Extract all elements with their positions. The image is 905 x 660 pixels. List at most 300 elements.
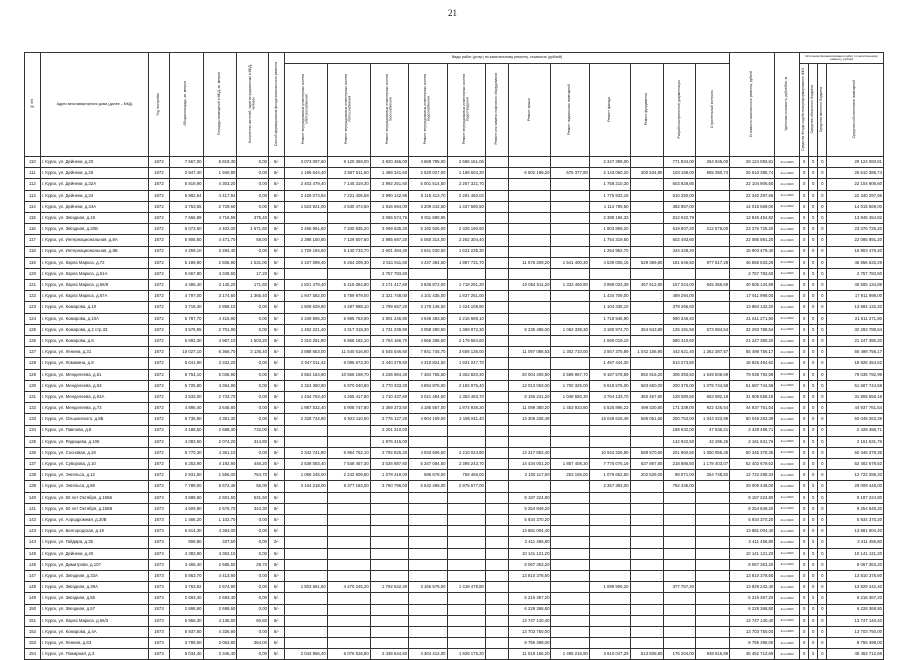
row-method: 5/- xyxy=(269,291,285,302)
row-source: 0 xyxy=(800,212,809,223)
row-work-cost: 364 843,80 xyxy=(630,324,664,335)
row-residents: 0,00 xyxy=(237,548,269,559)
row-source: 0 xyxy=(809,626,818,637)
row-source: 0 xyxy=(809,515,818,526)
row-work-cost: 4 669 785,00 xyxy=(409,157,447,168)
row-work-cost: 514 273,80 xyxy=(664,358,696,369)
row-address: г. Курск, ул. Менделеева, д.63 xyxy=(40,380,148,391)
row-work-cost: 7 548 457,30 xyxy=(327,459,370,470)
row-year: 1972 xyxy=(149,324,169,335)
row-total: 10 141 121,20 xyxy=(730,548,775,559)
row-work-cost xyxy=(589,570,630,581)
row-work-cost xyxy=(696,190,730,201)
header-residents: Количество жителей, зарегистрированных в МКД, человек xyxy=(237,53,269,157)
row-unit-cost: 4xx,2020r xyxy=(775,268,800,279)
row-work-cost: 1 434 709,00 xyxy=(589,291,630,302)
row-living-area: 2 674,90 xyxy=(203,582,237,593)
row-work-cost: 845 356,69 xyxy=(696,280,730,291)
row-work-cost xyxy=(630,201,664,212)
row-work-cost xyxy=(284,615,327,626)
row-living-area: 4 349,50 xyxy=(203,268,237,279)
row-living-area: 2 688,30 xyxy=(203,425,237,436)
row-source: 0 xyxy=(800,559,809,570)
row-total: 6 216 367,20 xyxy=(730,593,775,604)
row-work-cost xyxy=(664,559,696,570)
row-source: 0 xyxy=(800,391,809,402)
row-year: 1973 xyxy=(149,593,169,604)
table-row xyxy=(25,336,884,347)
row-total: 13 829 242,40 xyxy=(730,582,775,593)
row-work-cost xyxy=(485,224,508,235)
row-source: 0 xyxy=(800,224,809,235)
row-method: 5/- xyxy=(269,391,285,402)
row-work-cost xyxy=(551,593,589,604)
row-work-cost: 4 948 483,50 xyxy=(409,313,447,324)
header-work: Ремонт подвальных помещений xyxy=(551,64,589,157)
row-work-cost xyxy=(508,291,551,302)
row-area: 3 465,40 xyxy=(169,559,203,570)
table-row xyxy=(25,168,884,179)
row-work-cost xyxy=(508,201,551,212)
row-work-cost xyxy=(327,503,370,514)
row-work-cost xyxy=(327,626,370,637)
row-number: 111 xyxy=(25,168,41,179)
row-work-cost xyxy=(696,268,730,279)
row-owners-funds: 13 703 750,00 xyxy=(827,626,884,637)
row-source: 0 xyxy=(800,268,809,279)
row-unit-cost: 4xx,2020r xyxy=(775,336,800,347)
row-method: 5/- xyxy=(269,638,285,649)
row-work-cost: 590 345,40 xyxy=(664,313,696,324)
table-row xyxy=(25,459,884,470)
row-method: 5/- xyxy=(269,649,285,660)
table-row xyxy=(25,425,884,436)
row-work-cost: 1 068 245,00 xyxy=(284,470,327,481)
row-source: 0 xyxy=(809,324,818,335)
table-row xyxy=(25,447,884,458)
header-source: Средства местного бюджета xyxy=(818,64,827,157)
row-source: 0 xyxy=(809,604,818,615)
row-year: 1972 xyxy=(149,257,169,268)
row-source: 0 xyxy=(809,537,818,548)
row-address: г. Курск, ул. Ленина, д.63 xyxy=(40,638,148,649)
row-owners-funds: 32 293 788,54 xyxy=(827,324,884,335)
row-work-cost xyxy=(485,503,508,514)
row-year: 1972 xyxy=(149,179,169,190)
row-work-cost: 2 770 333,20 xyxy=(370,380,408,391)
row-work-cost xyxy=(630,246,664,257)
row-work-cost: 4 904 109,00 xyxy=(409,414,447,425)
row-living-area: 4 303,20 xyxy=(203,179,237,190)
row-area: 4 259,10 xyxy=(169,246,203,257)
row-work-cost xyxy=(696,291,730,302)
row-method: 5/- xyxy=(269,414,285,425)
row-work-cost: 3 352 820,30 xyxy=(447,369,485,380)
row-area: 7 666,89 xyxy=(169,212,203,223)
row-owners-funds: 8 755 398,00 xyxy=(827,638,884,649)
table-row xyxy=(25,492,884,503)
row-work-cost: 1 731 239,90 xyxy=(370,324,408,335)
row-unit-cost: 4xx,2020r xyxy=(775,615,800,626)
row-source: 0 xyxy=(818,313,827,324)
row-address: г. Курск, ул. Дейнеки, д.20 xyxy=(40,157,148,168)
row-area: 5 041,90 xyxy=(169,358,203,369)
table-row xyxy=(25,638,884,649)
row-work-cost: 499 330,80 xyxy=(630,403,664,414)
row-work-cost xyxy=(630,548,664,559)
row-unit-cost: 4xx,2020r xyxy=(775,582,800,593)
row-living-area: 4 336,90 xyxy=(203,626,237,637)
row-source: 0 xyxy=(818,212,827,223)
row-unit-cost: 4xx,2020r xyxy=(775,537,800,548)
row-number: 135 xyxy=(25,436,41,447)
row-owners-funds: 21 247 380,20 xyxy=(827,336,884,347)
row-year: 1973 xyxy=(149,570,169,581)
row-unit-cost: 4xx,2020r xyxy=(775,347,800,358)
row-living-area: 1 940,90 xyxy=(203,168,237,179)
table-row xyxy=(25,559,884,570)
row-source: 0 xyxy=(800,324,809,335)
row-unit-cost: 4xx,2020r xyxy=(775,302,800,313)
row-work-cost: 3 209 242,50 xyxy=(409,201,447,212)
row-residents: 0,00 xyxy=(237,168,269,179)
row-address: г. Курск, ул. Ольшанского, д.8Б xyxy=(40,414,148,425)
row-work-cost xyxy=(485,459,508,470)
row-work-cost xyxy=(630,190,664,201)
row-owners-funds: 2 757 783,60 xyxy=(827,268,884,279)
row-work-cost: 4 304 412,00 xyxy=(409,649,447,660)
row-address: г. Курск, ул. Звездная, д.20Б xyxy=(40,224,148,235)
row-address: г. Курск, ул. Карла Маркса, д.67А xyxy=(40,291,148,302)
row-residents: 314,80 xyxy=(237,436,269,447)
row-work-cost: 88 071,00 xyxy=(664,470,696,481)
row-year: 1972 xyxy=(149,403,169,414)
row-work-cost: 3 557 511,60 xyxy=(327,168,370,179)
table-row xyxy=(25,570,884,581)
row-residents: 0,00 xyxy=(237,190,269,201)
row-year: 1972 xyxy=(149,268,169,279)
row-work-cost: 13 703 750,00 xyxy=(508,626,551,637)
row-source: 0 xyxy=(800,615,809,626)
row-unit-cost: 4xx,2020r xyxy=(775,481,800,492)
row-work-cost: 5 618 576,00 xyxy=(589,380,630,391)
row-work-cost: 3 021 484,50 xyxy=(409,391,447,402)
row-work-cost: 2 801 246,80 xyxy=(370,313,408,324)
row-address: г. Курск, ул. Карла Маркса, д.72 xyxy=(40,257,148,268)
row-source: 0 xyxy=(800,593,809,604)
row-living-area: 3 346,40 xyxy=(203,649,237,660)
row-source: 0 xyxy=(809,582,818,593)
row-number: 142 xyxy=(25,515,41,526)
row-total: 23 376 725,20 xyxy=(730,224,775,235)
row-living-area: 4 716,59 xyxy=(203,212,237,223)
row-year: 1973 xyxy=(149,559,169,570)
row-work-cost: 264 748,82 xyxy=(696,470,730,481)
row-unit-cost: 4xx,2020r xyxy=(775,570,800,581)
row-owners-funds: 8 067 363,20 xyxy=(827,559,884,570)
row-work-cost: 47 536,21 xyxy=(696,425,730,436)
row-work-cost xyxy=(370,615,408,626)
row-work-cost: 1 821 478,40 xyxy=(284,280,327,291)
row-area: 4 797,00 xyxy=(169,291,203,302)
row-work-cost: 2 686 161,06 xyxy=(447,157,485,168)
row-source: 0 xyxy=(818,246,827,257)
row-source: 0 xyxy=(818,391,827,402)
row-work-cost xyxy=(447,626,485,637)
row-work-cost: 1 302 710,00 xyxy=(551,347,589,358)
row-work-cost: 3 567 375,89 xyxy=(589,347,630,358)
row-work-cost xyxy=(370,548,408,559)
table-row xyxy=(25,604,884,615)
row-work-cost xyxy=(485,604,508,615)
row-work-cost: 181 646,50 xyxy=(664,257,696,268)
row-residents: 0,00 xyxy=(237,157,269,168)
table-body xyxy=(25,157,884,660)
row-total: 13 845 454,82 xyxy=(730,212,775,223)
row-work-cost: 4 317 318,30 xyxy=(327,324,370,335)
row-source: 0 xyxy=(818,403,827,414)
row-source: 0 xyxy=(800,280,809,291)
row-living-area: 4 402,00 xyxy=(203,224,237,235)
row-work-cost: 1 976 416,00 xyxy=(370,436,408,447)
row-unit-cost: 4xx,2020r xyxy=(775,380,800,391)
row-work-cost: 7 330 835,20 xyxy=(327,224,370,235)
row-work-cost: 2 990 142,95 xyxy=(370,190,408,201)
row-method: 5/- xyxy=(269,515,285,526)
row-work-cost: 157 024,00 xyxy=(664,280,696,291)
row-residents: 1 365,40 xyxy=(237,291,269,302)
row-total: 52 402 679,62 xyxy=(730,459,775,470)
row-work-cost: 3 073 097,60 xyxy=(284,157,327,168)
row-work-cost xyxy=(508,179,551,190)
row-source: 0 xyxy=(809,280,818,291)
row-total: 50 346 378,35 xyxy=(730,447,775,458)
row-year: 1972 xyxy=(149,235,169,246)
row-work-cost xyxy=(630,638,664,649)
row-source: 0 xyxy=(818,459,827,470)
row-number: 136 xyxy=(25,447,41,458)
row-work-cost xyxy=(589,626,630,637)
row-work-cost xyxy=(696,548,730,559)
header-sources-group: Источники финансирования работ по капитальному ремонту, рублей xyxy=(800,53,884,64)
row-work-cost xyxy=(327,526,370,537)
row-source: 0 xyxy=(800,436,809,447)
row-source: 0 xyxy=(800,313,809,324)
table-header xyxy=(25,53,884,157)
row-work-cost xyxy=(409,526,447,537)
row-work-cost xyxy=(327,559,370,570)
row-owners-funds: 12 722 288,33 xyxy=(827,470,884,481)
row-work-cost xyxy=(409,626,447,637)
row-work-cost xyxy=(447,604,485,615)
row-work-cost xyxy=(696,582,730,593)
row-work-cost xyxy=(485,257,508,268)
row-total: 46 856 633,29 xyxy=(730,257,775,268)
row-year: 1972 xyxy=(149,369,169,380)
row-owners-funds: 29 124 083,81 xyxy=(827,157,884,168)
row-work-cost xyxy=(485,470,508,481)
row-work-cost: 6 802 199,20 xyxy=(508,168,551,179)
row-number: 133 xyxy=(25,414,41,425)
row-address: г. Курск, ул. Дейнеки, д.34А xyxy=(40,201,148,212)
row-work-cost xyxy=(589,436,630,447)
row-source: 0 xyxy=(818,235,827,246)
row-number: 146 xyxy=(25,559,41,570)
row-number: 127 xyxy=(25,347,41,358)
row-work-cost xyxy=(327,604,370,615)
row-work-cost xyxy=(485,179,508,190)
row-work-cost: 3 554 164,60 xyxy=(284,369,327,380)
row-work-cost xyxy=(630,570,664,581)
row-work-cost xyxy=(447,492,485,503)
row-total: 2 428 486,71 xyxy=(730,425,775,436)
row-residents: 0,00 xyxy=(237,313,269,324)
row-work-cost xyxy=(551,179,589,190)
row-year: 1972 xyxy=(149,157,169,168)
row-work-cost: 3 835 872,00 xyxy=(409,280,447,291)
row-work-cost: 200 753,00 xyxy=(664,414,696,425)
row-owners-funds: 79 035 792,99 xyxy=(827,369,884,380)
row-method: 5/- xyxy=(269,313,285,324)
row-source: 0 xyxy=(800,548,809,559)
row-work-cost xyxy=(370,492,408,503)
row-work-cost: 1 729 194,60 xyxy=(284,246,327,257)
row-number: 152 xyxy=(25,626,41,637)
row-total: 8 755 398,00 xyxy=(730,638,775,649)
row-total: 44 937 761,54 xyxy=(730,403,775,414)
row-number: 123 xyxy=(25,302,41,313)
row-source: 0 xyxy=(800,604,809,615)
row-owners-funds: 13 829 242,40 xyxy=(827,582,884,593)
row-total: 12 722 288,33 xyxy=(730,470,775,481)
row-work-cost xyxy=(630,492,664,503)
row-address: г. Курск, ул. Суворова, д.10 xyxy=(40,459,148,470)
row-work-cost: 2 262 304,40 xyxy=(447,235,485,246)
row-work-cost xyxy=(485,593,508,604)
row-source: 0 xyxy=(809,246,818,257)
row-number: 144 xyxy=(25,537,41,548)
row-residents: 3 136,40 xyxy=(237,347,269,358)
row-work-cost xyxy=(630,559,664,570)
row-work-cost xyxy=(696,336,730,347)
row-work-cost: 13 013 063,00 xyxy=(508,380,551,391)
row-residents: 0,00 xyxy=(237,369,269,380)
row-source: 0 xyxy=(818,380,827,391)
row-work-cost: 9 187 578,89 xyxy=(589,369,630,380)
row-year: 1973 xyxy=(149,515,169,526)
row-source: 0 xyxy=(818,515,827,526)
row-living-area: 4 384,00 xyxy=(203,526,237,537)
row-work-cost: 2 196 811,40 xyxy=(447,414,485,425)
row-work-cost: 1 874 938,20 xyxy=(447,403,485,414)
row-work-cost xyxy=(284,559,327,570)
row-unit-cost: 4xx,2020r xyxy=(775,436,800,447)
row-work-cost xyxy=(551,336,589,347)
row-work-cost xyxy=(589,604,630,615)
row-number: 116 xyxy=(25,224,41,235)
table-row xyxy=(25,503,884,514)
row-method: 5/- xyxy=(269,615,285,626)
row-work-cost: 382 857,00 xyxy=(664,201,696,212)
row-source: 0 xyxy=(809,436,818,447)
row-work-cost xyxy=(370,570,408,581)
row-work-cost: 6 216 367,20 xyxy=(508,593,551,604)
row-source: 0 xyxy=(818,559,827,570)
row-work-cost xyxy=(327,615,370,626)
row-work-cost xyxy=(551,548,589,559)
table-row xyxy=(25,212,884,223)
row-work-cost xyxy=(485,268,508,279)
row-work-cost: 202 528,00 xyxy=(630,470,664,481)
row-work-cost xyxy=(485,212,508,223)
row-total: 51 687 744,58 xyxy=(730,380,775,391)
row-source: 0 xyxy=(818,291,827,302)
row-work-cost xyxy=(327,492,370,503)
row-residents: 0,00 xyxy=(237,201,269,212)
row-work-cost: 42 295,26 xyxy=(696,436,730,447)
row-work-cost: 637 897,80 xyxy=(630,459,664,470)
row-work-cost: 13 881 004,40 xyxy=(508,526,551,537)
row-work-cost: 10 054 611,20 xyxy=(508,280,551,291)
row-work-cost xyxy=(551,537,589,548)
header-total: Стоимость капитального ремонта, рублей xyxy=(730,53,775,157)
row-work-cost xyxy=(696,515,730,526)
row-area: 10 027,10 xyxy=(169,347,203,358)
row-living-area: 5 819,30 xyxy=(203,157,237,168)
row-work-cost: 922 425,54 xyxy=(696,403,730,414)
row-source: 0 xyxy=(818,649,827,660)
row-owners-funds: 2 428 486,71 xyxy=(827,425,884,436)
row-work-cost: 2 342 741,80 xyxy=(284,447,327,458)
row-work-cost: 6 228 368,80 xyxy=(508,604,551,615)
row-work-cost: 11 540 616,60 xyxy=(327,347,370,358)
row-work-cost: 2 326 190,60 xyxy=(447,224,485,235)
row-area: 5 982,64 xyxy=(169,190,203,201)
row-source: 0 xyxy=(818,324,827,335)
row-work-cost: 377 767,20 xyxy=(664,582,696,593)
row-work-cost xyxy=(284,268,327,279)
row-work-cost xyxy=(696,638,730,649)
row-total: 29 124 083,81 xyxy=(730,157,775,168)
row-work-cost: 13 810 378,60 xyxy=(508,570,551,581)
row-work-cost xyxy=(589,638,630,649)
row-work-cost xyxy=(485,403,508,414)
row-source: 0 xyxy=(809,414,818,425)
row-work-cost: 1 264 952,70 xyxy=(589,246,630,257)
row-work-cost xyxy=(485,235,508,246)
row-work-cost: 7 841 745,70 xyxy=(409,347,447,358)
row-work-cost xyxy=(409,425,447,436)
row-residents: 531,60 xyxy=(237,492,269,503)
row-residents: 0,00 xyxy=(237,358,269,369)
row-work-cost xyxy=(696,604,730,615)
row-address: г. Курск, ул. Карла Маркса, д.61А xyxy=(40,268,148,279)
row-work-cost xyxy=(630,157,664,168)
row-work-cost: 792 436,00 xyxy=(664,481,696,492)
row-work-cost: 1 803 859,20 xyxy=(589,224,630,235)
row-work-cost: 13 747 140,40 xyxy=(508,615,551,626)
row-source: 0 xyxy=(809,369,818,380)
row-work-cost xyxy=(409,615,447,626)
row-work-cost xyxy=(630,537,664,548)
row-work-cost xyxy=(508,336,551,347)
row-work-cost xyxy=(485,302,508,313)
row-work-cost: 3 180 974,70 xyxy=(589,324,630,335)
row-method: 5/- xyxy=(269,257,285,268)
row-work-cost xyxy=(589,515,630,526)
row-owners-funds: 21 611 271,80 xyxy=(827,313,884,324)
row-source: 0 xyxy=(809,268,818,279)
